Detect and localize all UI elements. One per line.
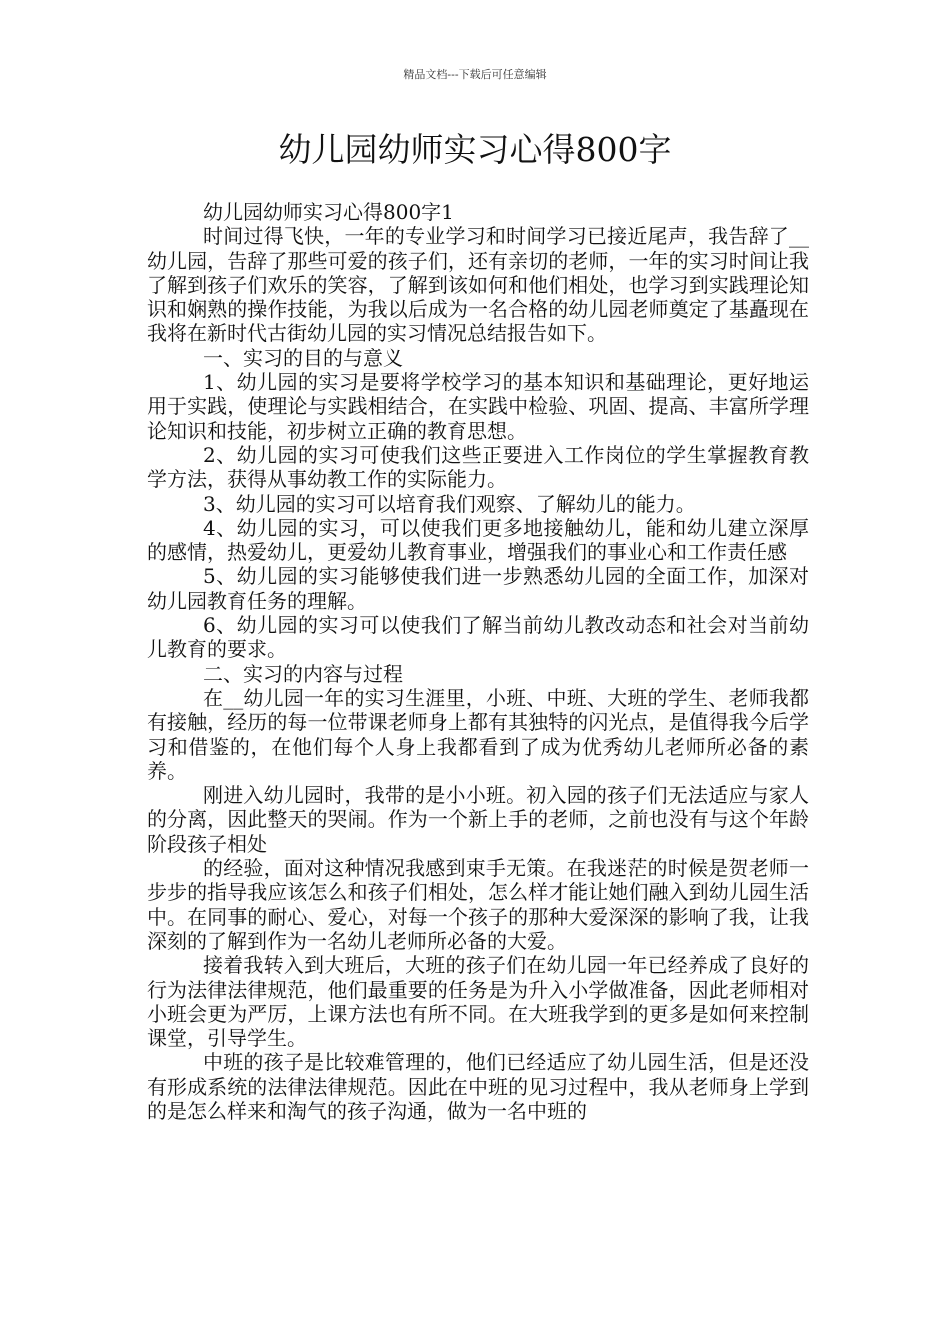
body-paragraph: 6、幼儿园的实习可以使我们了解当前幼儿教改动态和社会对当前幼儿教育的要求。 bbox=[147, 613, 809, 662]
body-paragraph: 2、幼儿园的实习可使我们这些正要进入工作岗位的学生掌握教育教学方法，获得从事幼教工作的实际能力。 bbox=[147, 442, 809, 492]
body-paragraph: 中班的孩子是比较难管理的，他们已经适应了幼儿园生活，但是还没有形成系统的法律法律规范。因此在中班的见习过程中，我从老师身上学到的是怎么样来和淘气的孩子沟通，做为一名中班的 bbox=[147, 1050, 809, 1123]
header-note: 精品文档---下载后可任意编辑 bbox=[403, 68, 547, 81]
document-title: 幼儿园幼师实习心得800字 bbox=[278, 130, 672, 169]
body-paragraph: 刚进入幼儿园时，我带的是小小班。初入园的孩子们无法适应与家人的分离，因此整天的哭闹。作为一个新上手的老师，之前也没有与这个年龄阶段孩子相处 bbox=[147, 783, 809, 856]
body-paragraph: 1、幼儿园的实习是要将学校学习的基本知识和基础理论，更好地运用于实践，使理论与实践相结合，在实践中检验、巩固、提高、丰富所学理论知识和技能，初步树立正确的教育思想。 bbox=[147, 370, 809, 443]
section-heading: 幼儿园幼师实习心得800字1 bbox=[203, 200, 454, 224]
document-body bbox=[147, 200, 809, 1123]
body-paragraph: 5、幼儿园的实习能够使我们进一步熟悉幼儿园的全面工作，加深对幼儿园教育任务的理解。 bbox=[147, 564, 809, 613]
body-paragraph: 的经验，面对这种情况我感到束手无策。在我迷茫的时候是贺老师一步步的指导我应该怎么和孩子们相处，怎么样才能让她们融入到幼儿园生活中。在同事的耐心、爱心，对每一个孩子的那种大爱深深的影响了我，让我深刻的了解到作为一名幼儿老师所必备的大爱。 bbox=[147, 856, 809, 953]
section-heading: 一、实习的目的与意义 bbox=[203, 345, 403, 370]
body-paragraph: 接着我转入到大班后，大班的孩子们在幼儿园一年已经养成了良好的行为法律法律规范，他们最重要的任务是为升入小学做准备，因此老师相对小班会更为严厉，上课方法也有所不同。在大班我学到的更多是如何来控制课堂，引导学生。 bbox=[147, 953, 809, 1051]
body-paragraph: 在__幼儿园一年的实习生涯里，小班、中班、大班的学生、老师我都有接触，经历的每一位带课老师身上都有其独特的闪光点，是值得我今后学习和借鉴的，在他们每个人身上我都看到了成为优秀幼儿老师所必备的素养。 bbox=[147, 685, 809, 783]
body-paragraph: 3、幼儿园的实习可以培育我们观察、了解幼儿的能力。 bbox=[203, 491, 696, 516]
section-heading: 二、实习的内容与过程 bbox=[203, 661, 403, 686]
body-paragraph: 时间过得飞快，一年的专业学习和时间学习已接近尾声，我告辞了__幼儿园，告辞了那些可爱的孩子们，还有亲切的老师，一年的实习时间让我了解到孩子们欢乐的笑容，了解到该如何和他们相处，也学习到实践理论知识和娴熟的操作技能，为我以后成为一名合格的幼儿园老师奠定了基矗现在我将在新时代古街幼儿园的实习情况总结报告如下。 bbox=[147, 224, 809, 346]
body-paragraph: 4、幼儿园的实习，可以使我们更多地接触幼儿，能和幼儿建立深厚的感情，热爱幼儿，更爱幼儿教育事业，增强我们的事业心和工作责任感 bbox=[147, 515, 809, 565]
